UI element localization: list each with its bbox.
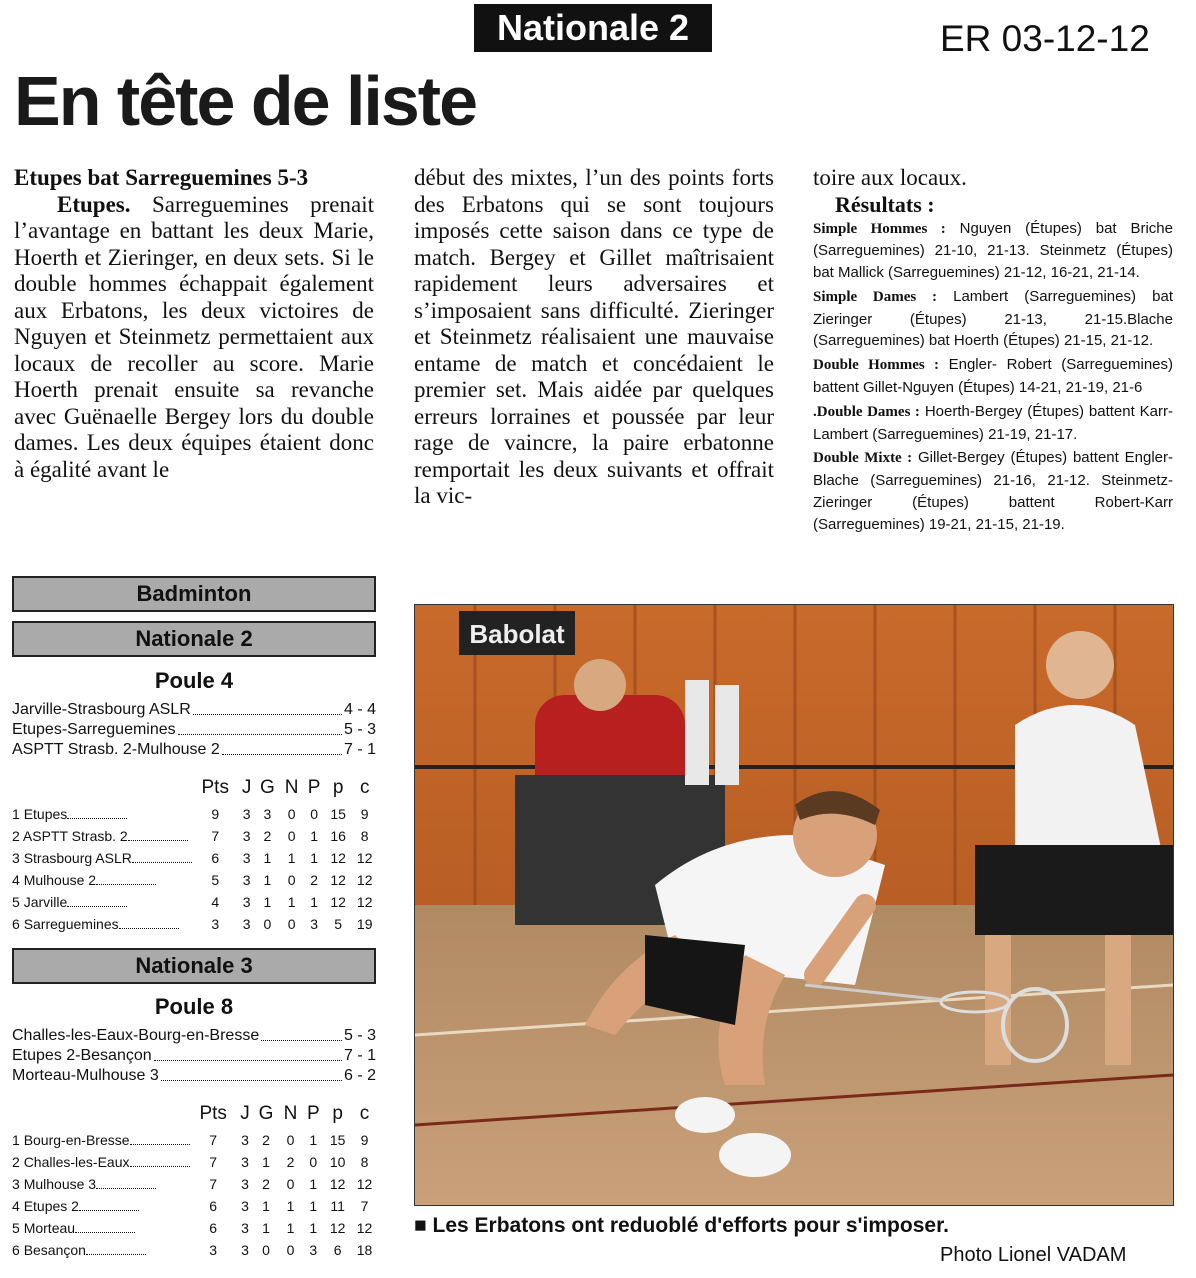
team-cell <box>12 1151 190 1173</box>
stat-cell: 15 <box>330 806 346 822</box>
match-score: 4 - 4 <box>343 701 376 718</box>
dot-leader <box>178 720 342 735</box>
stat-cell: 9 <box>360 806 369 822</box>
result-text: Nguyen (Étupes) bat Briche (Sarreguemines) 21-10, 21-13. Steinmetz (Étupes) bat Mallick (Sarreguemines) 21-12, 16-21, 21-14. <box>813 219 1173 282</box>
match-name: Jarville-Strasbourg ASLR <box>12 701 191 718</box>
stat-cell: 7 <box>360 1198 369 1214</box>
header-cell: P <box>307 777 321 798</box>
results-list <box>813 218 1173 536</box>
result-text: Gillet-Bergey (Étupes) battent Engler-Blache (Sarreguemines) 21-16, 21-12. Steinmetz-Zieringer (Étupes) battent Robert-Karr (Sarreguemines) 19-21, 21-15, 21-19. <box>813 449 1173 533</box>
result-entry <box>813 354 1173 399</box>
n2-title-box: Nationale 2 <box>12 621 376 657</box>
team-cell <box>12 869 192 891</box>
dot-leader <box>79 1210 139 1211</box>
stat-cell: 1 <box>309 1176 318 1192</box>
rank: 2 <box>12 1154 20 1170</box>
team-name: Etupes <box>23 806 68 822</box>
result-entry <box>813 401 1173 446</box>
dot-leader <box>130 1166 190 1167</box>
stat-cell: 7 <box>211 828 220 844</box>
stat-cell: 1 <box>287 894 296 910</box>
team-cell <box>12 847 192 869</box>
result-text: Lambert (Sarreguemines) bat Zieringer (Étupes) 21-13, 21-15.Blache (Sarreguemines) bat Hoerth (Étupes) 21-15, 21-12. <box>813 287 1173 350</box>
team-cell <box>12 1173 190 1195</box>
stat-cell: 0 <box>263 916 272 932</box>
article-subhead: Etupes bat Sarreguemines 5-3 <box>14 165 309 190</box>
stat-cell: 12 <box>330 894 346 910</box>
dot-leader <box>161 1066 342 1081</box>
stat-cell: 15 <box>329 1132 346 1148</box>
team-cell <box>12 1195 190 1217</box>
match-row <box>12 1046 376 1066</box>
stat-cell: 1 <box>286 1220 295 1236</box>
stat-cell: 6 <box>209 1198 218 1214</box>
standings-row <box>12 1239 378 1261</box>
header-cell: N <box>284 777 299 798</box>
header-cell: Pts <box>201 777 229 798</box>
dot-leader <box>96 1188 156 1189</box>
header-team <box>12 773 192 803</box>
standings-table <box>12 1099 378 1261</box>
photo-illustration <box>415 605 1173 1205</box>
n3-match-list <box>0 1026 376 1086</box>
header-cell: J <box>240 1103 250 1124</box>
team-cell <box>12 825 192 847</box>
match-row <box>12 700 376 720</box>
stat-cell: 3 <box>241 1132 249 1148</box>
stat-cell: 12 <box>330 872 346 888</box>
dot-leader <box>86 1254 146 1255</box>
section-kicker: Nationale 2 <box>474 4 712 52</box>
dot-leader <box>193 700 342 715</box>
n3-title-box: Nationale 3 <box>12 948 376 984</box>
stat-cell: 12 <box>356 1176 373 1192</box>
stat-cell: 1 <box>310 828 318 844</box>
dot-leader <box>67 818 127 819</box>
stat-cell: 1 <box>262 1154 270 1170</box>
dot-leader <box>261 1026 342 1041</box>
stat-cell: 2 <box>262 1176 270 1192</box>
standings-row <box>12 847 378 869</box>
stat-cell: 6 <box>333 1242 342 1258</box>
match-name: Challes-les-Eaux-Bourg-en-Bresse <box>12 1027 260 1044</box>
stat-cell: 1 <box>309 1132 318 1148</box>
stat-cell: 16 <box>330 828 346 844</box>
article-text-1: Sarreguemines prenait l’avantage en battant les deux Marie, Hoerth et Zieringer, en deux sets. Si le double hommes échappait également aux Erbatons, les deux victoires de Nguyen et Steinmetz permettaient aux locaux de recoller au score. Marie Hoerth prenait ensuite sa revanche avec Guënaelle Bergey lors du double dames. Les deux équipes étaient donc à égalité avant le <box>14 191 375 482</box>
standings-header <box>12 773 378 803</box>
stat-cell: 6 <box>211 850 220 866</box>
result-entry <box>813 218 1173 284</box>
team-name: ASPTT Strasb. 2 <box>22 828 128 844</box>
rank: 2 <box>12 828 20 844</box>
match-name: Morteau-Mulhouse 3 <box>12 1067 159 1084</box>
stat-cell: 1 <box>262 1220 270 1236</box>
stat-cell: 5 <box>211 872 220 888</box>
n3-poule: Poule 8 <box>154 994 234 1019</box>
header-cell: p <box>332 1103 343 1124</box>
stat-cell: 3 <box>242 916 251 932</box>
team-name: Challes-les-Eaux <box>23 1154 130 1170</box>
match-row <box>12 740 376 760</box>
standings-row <box>12 803 378 825</box>
stat-cell: 12 <box>356 850 373 866</box>
stat-cell: 0 <box>286 1176 295 1192</box>
team-cell <box>12 1129 190 1151</box>
header-cell: p <box>332 777 344 798</box>
date-reference: ER 03-12-12 <box>940 18 1150 59</box>
stat-cell: 0 <box>309 1154 318 1170</box>
team-cell <box>12 913 192 935</box>
team-name: Bourg-en-Bresse <box>23 1132 130 1148</box>
dateline: Etupes. <box>56 191 131 217</box>
match-row <box>12 720 376 740</box>
stat-cell: 3 <box>241 1198 249 1214</box>
standings-row <box>12 1217 378 1239</box>
team-name: Mulhouse 2 <box>23 872 97 888</box>
stat-cell: 2 <box>262 1132 270 1148</box>
rank: 3 <box>12 1176 20 1192</box>
stat-cell: 3 <box>241 1220 249 1236</box>
result-label: Double Mixte : <box>813 450 913 467</box>
result-text: Hoerth-Bergey (Étupes) battent Karr-Lambert (Sarreguemines) 21-19, 21-17. <box>813 402 1173 443</box>
rank: 1 <box>12 1132 20 1148</box>
match-score: 5 - 3 <box>343 1027 376 1044</box>
stat-cell: 12 <box>356 1220 373 1236</box>
result-label: Simple Hommes : <box>813 220 946 237</box>
stat-cell: 0 <box>286 1132 295 1148</box>
header-cell: c <box>359 777 370 798</box>
dot-leader <box>96 884 156 885</box>
team-name: Strasbourg ASLR <box>23 850 132 866</box>
stat-cell: 2 <box>310 872 318 888</box>
dot-leader <box>75 1232 135 1233</box>
result-entry <box>813 286 1173 352</box>
team-name: Etupes 2 <box>23 1198 79 1214</box>
standings-row <box>12 1173 378 1195</box>
match-name: ASPTT Strasb. 2-Mulhouse 2 <box>12 741 220 758</box>
standings-table <box>12 773 378 935</box>
caption-text: Les Erbatons ont reduoblé d'efforts pour s'imposer. <box>432 1214 949 1237</box>
article-column-1 <box>14 165 374 483</box>
rank: 5 <box>12 894 20 910</box>
stat-cell: 1 <box>310 850 318 866</box>
stat-cell: 1 <box>263 850 272 866</box>
stat-cell: 1 <box>263 872 272 888</box>
standings-row <box>12 825 378 847</box>
banner-text: Babolat <box>469 619 565 649</box>
stat-cell: 7 <box>209 1132 218 1148</box>
photo-caption: ■ Les Erbatons ont reduoblé d'efforts pour s'imposer. <box>414 1214 949 1237</box>
stat-cell: 3 <box>241 1154 249 1170</box>
stat-cell: 0 <box>310 806 318 822</box>
team-name: Besançon <box>23 1242 86 1258</box>
article-text-2: début des mixtes, l’un des points forts des Erbatons qui se sont toujours imposés cette saison dans ce type de match. Bergey et Gillet maîtrisaient rapidement leurs adversaires et s’imposaient sans difficulté. Zieringer et Steinmetz réalisaient une mauvaise entame de match et concédaient le premier set. Mais aidée par quelques erreurs lorraines et poussée par leur rage de vaincre, la paire erbatonne remportait les deux suivants et offrait la vic- <box>414 165 774 508</box>
rank: 6 <box>12 916 20 932</box>
dot-leader <box>119 928 179 929</box>
stat-cell: 12 <box>330 850 346 866</box>
dot-leader <box>130 1144 190 1145</box>
stat-cell: 3 <box>241 1176 249 1192</box>
stat-cell: 1 <box>309 1198 318 1214</box>
stat-cell: 0 <box>287 872 296 888</box>
result-label: .Double Dames : <box>813 403 920 420</box>
header-cell: J <box>241 777 252 798</box>
stat-cell: 3 <box>242 872 251 888</box>
stat-cell: 3 <box>242 894 251 910</box>
match-row <box>12 1066 376 1086</box>
article-column-3 <box>813 165 1173 538</box>
photo-credit: Photo Lionel VADAM <box>940 1244 1127 1266</box>
team-name: Jarville <box>23 894 68 910</box>
team-name: Mulhouse 3 <box>23 1176 97 1192</box>
stat-cell: 12 <box>329 1176 346 1192</box>
stat-cell: 3 <box>263 806 272 822</box>
stat-cell: 18 <box>356 1242 373 1258</box>
stat-cell: 4 <box>211 894 220 910</box>
stat-cell: 2 <box>263 828 272 844</box>
rank: 4 <box>12 1198 20 1214</box>
stat-cell: 6 <box>209 1220 218 1236</box>
headline: En tête de liste <box>14 62 477 140</box>
match-name: Etupes-Sarreguemines <box>12 721 176 738</box>
dot-leader <box>222 740 342 755</box>
result-text: Engler- Robert (Sarreguemines) battent Gillet-Nguyen (Étupes) 14-21, 21-19, 21-6 <box>813 356 1173 397</box>
match-score: 7 - 1 <box>343 741 376 758</box>
stat-cell: 1 <box>309 1220 318 1236</box>
rank: 3 <box>12 850 20 866</box>
stat-cell: 3 <box>310 916 318 932</box>
result-label: Simple Dames : <box>813 288 937 305</box>
stat-cell: 0 <box>287 806 296 822</box>
match-row <box>12 1026 376 1046</box>
header-cell: G <box>258 1103 274 1124</box>
rank: 4 <box>12 872 20 888</box>
rank: 5 <box>12 1220 20 1236</box>
stat-cell: 1 <box>262 1198 270 1214</box>
standings-row <box>12 869 378 891</box>
header-cell: G <box>259 777 275 798</box>
dot-leader <box>154 1046 342 1061</box>
stat-cell: 11 <box>330 1198 345 1214</box>
stat-cell: 5 <box>334 916 343 932</box>
sport-box: Badminton <box>12 576 376 612</box>
stat-cell: 1 <box>310 894 318 910</box>
stat-cell: 8 <box>360 828 369 844</box>
header-cell: N <box>283 1103 298 1124</box>
stat-cell: 9 <box>211 806 220 822</box>
n2-poule: Poule 4 <box>154 668 234 693</box>
stat-cell: 10 <box>329 1154 346 1170</box>
stat-cell: 3 <box>309 1242 318 1258</box>
result-label: Double Hommes : <box>813 357 939 374</box>
stat-cell: 3 <box>241 1242 249 1258</box>
dot-leader <box>128 840 188 841</box>
standings-row <box>12 913 378 935</box>
stat-cell: 3 <box>242 850 251 866</box>
match-score: 5 - 3 <box>343 721 376 738</box>
stat-cell: 1 <box>263 894 272 910</box>
stat-cell: 7 <box>209 1154 218 1170</box>
standings-row <box>12 891 378 913</box>
n3-standings <box>12 1099 378 1261</box>
standings-header <box>12 1099 378 1129</box>
match-score: 6 - 2 <box>343 1067 376 1084</box>
stat-cell: 1 <box>287 850 296 866</box>
n2-standings <box>12 773 378 935</box>
stat-cell: 3 <box>242 828 251 844</box>
header-cell: Pts <box>199 1103 227 1124</box>
team-name: Sarreguemines <box>23 916 119 932</box>
stat-cell: 9 <box>360 1132 369 1148</box>
header-cell: c <box>359 1103 370 1124</box>
stat-cell: 2 <box>286 1154 295 1170</box>
rank: 1 <box>12 806 20 822</box>
dot-leader <box>132 862 192 863</box>
stat-cell: 12 <box>356 894 373 910</box>
results-title: Résultats : <box>835 191 935 217</box>
stat-cell: 3 <box>211 916 220 932</box>
stat-cell: 7 <box>209 1176 218 1192</box>
match-name: Etupes 2-Besançon <box>12 1047 152 1064</box>
stat-cell: 3 <box>209 1242 218 1258</box>
badminton-photo <box>414 604 1174 1206</box>
stat-cell: 0 <box>287 828 296 844</box>
stat-cell: 0 <box>286 1242 295 1258</box>
stat-cell: 12 <box>356 872 373 888</box>
team-cell <box>12 1239 190 1261</box>
header-team <box>12 1099 190 1129</box>
stat-cell: 3 <box>242 806 251 822</box>
stat-cell: 0 <box>287 916 296 932</box>
match-score: 7 - 1 <box>343 1047 376 1064</box>
stat-cell: 0 <box>262 1242 270 1258</box>
article-text-3: toire aux locaux. <box>813 165 967 190</box>
standings-row <box>12 1151 378 1173</box>
rank: 6 <box>12 1242 20 1258</box>
stat-cell: 12 <box>329 1220 346 1236</box>
header-cell: P <box>306 1103 320 1124</box>
result-entry <box>813 447 1173 535</box>
stat-cell: 1 <box>286 1198 295 1214</box>
dot-leader <box>67 906 127 907</box>
article-column-2 <box>414 165 774 510</box>
standings-row <box>12 1129 378 1151</box>
stat-cell: 19 <box>356 916 373 932</box>
n2-match-list <box>0 700 376 760</box>
stat-cell: 8 <box>360 1154 369 1170</box>
article-paragraph-1 <box>14 192 374 484</box>
team-cell <box>12 1217 190 1239</box>
team-cell <box>12 803 192 825</box>
team-name: Morteau <box>23 1220 76 1236</box>
team-cell <box>12 891 192 913</box>
standings-row <box>12 1195 378 1217</box>
